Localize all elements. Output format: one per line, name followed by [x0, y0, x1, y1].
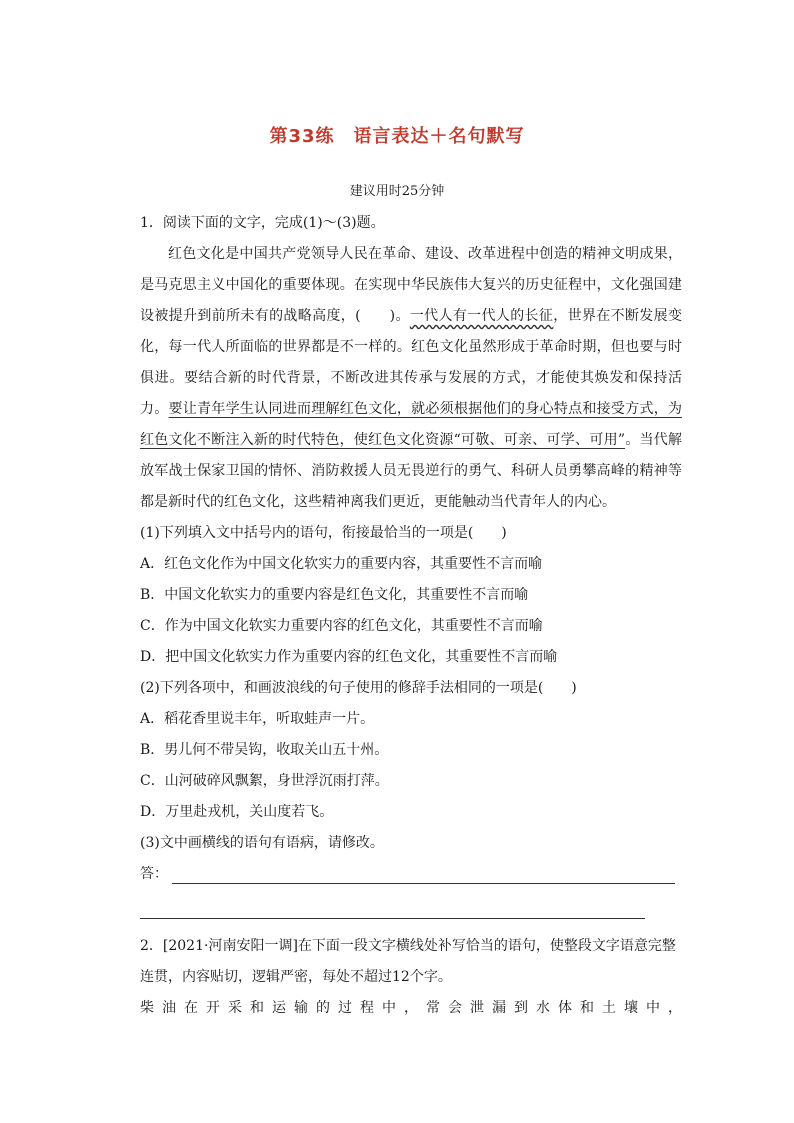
suggested-time: 建议用时25分钟 [349, 184, 445, 199]
option-2b: B．男儿何不带吴钩，收取关山五十州。 [140, 742, 389, 758]
answer-blank-line-2[interactable] [140, 890, 682, 921]
answer-blank-line[interactable] [172, 883, 675, 884]
question-1-passage [140, 239, 682, 518]
option-2c: C．山河破碎风飘絮，身世浮沉雨打萍。 [140, 773, 389, 789]
document-content [140, 208, 682, 1024]
option-2a: A．稻花香里说丰年，听取蛙声一片。 [140, 711, 375, 727]
question-2-passage: 柴油在开采和运输的过程中，常会泄漏到水体和土壤中， [140, 1000, 682, 1016]
subquestion-3-stem: (3)文中画横线的语句有语病，请修改。 [140, 835, 384, 851]
option-1d: D．把中国文化软实力作为重要内容的红色文化，其重要性不言而喻 [140, 649, 558, 665]
passage-text-2: ，世界在不断发展变化，每一代人所面临的世界都是不一样的。红色文化虽然形成于革命时期，但也要与时俱进。要结合新的时代背景，不断改进其传承与发展的方式，才能使其焕发和保持活力。 [140, 308, 682, 417]
passage-text-3: 。当代解放军战士保家卫国的情怀、消防救援人员无畏逆行的勇气、科研人员勇攀高峰的精神等都是新时代的红色文化，这些精神离我们更近，更能触动当代青年人的内心。 [140, 432, 683, 510]
underlined-sentence: 要让青年学生认同进而理解红色文化，就必须根据他们的身心特点和接受方式，为红色文化不断注入新的时代特色，使红色文化资源“可敬、可亲、可学、可用” [140, 401, 683, 448]
answer-row [140, 859, 682, 890]
passage-text-1: 红色文化是中国共产党领导人民在革命、建设、改革进程中创造的精神文明成果，是马克思主义中国化的重要体现。在实现中华民族伟大复兴的历史征程中，文化强国建设被提升到前所未有的战略高度，( )。 [140, 246, 682, 324]
option-1c: C．作为中国文化软实力重要内容的红色文化，其重要性不言而喻 [140, 618, 543, 634]
option-1a: A．红色文化作为中国文化软实力的重要内容，其重要性不言而喻 [140, 556, 543, 572]
question-2-stem: 2．[2021·河南安阳一调]在下面一段文字横线处补写恰当的语句，使整段文字语意完整连贯，内容贴切，逻辑严密，每处不超过12个字。 [140, 938, 676, 985]
option-2d: D．万里赴戎机，关山度若飞。 [140, 804, 334, 820]
page-title: 第33练 语言表达＋名句默写 [269, 126, 525, 147]
subquestion-1-stem: (1)下列填入文中括号内的语句，衔接最恰当的一项是( ) [140, 525, 507, 541]
subquestion-2-stem: (2)下列各项中，和画波浪线的句子使用的修辞手法相同的一项是( ) [140, 680, 577, 696]
question-1-stem: 1．阅读下面的文字，完成(1)～(3)题。 [140, 215, 385, 231]
answer-line-rule [140, 918, 645, 919]
option-1b: B．中国文化软实力的重要内容是红色文化，其重要性不言而喻 [140, 587, 529, 603]
answer-label: 答： [140, 866, 168, 882]
wavy-underlined-sentence: 一代人有一代人的长征 [409, 308, 554, 324]
